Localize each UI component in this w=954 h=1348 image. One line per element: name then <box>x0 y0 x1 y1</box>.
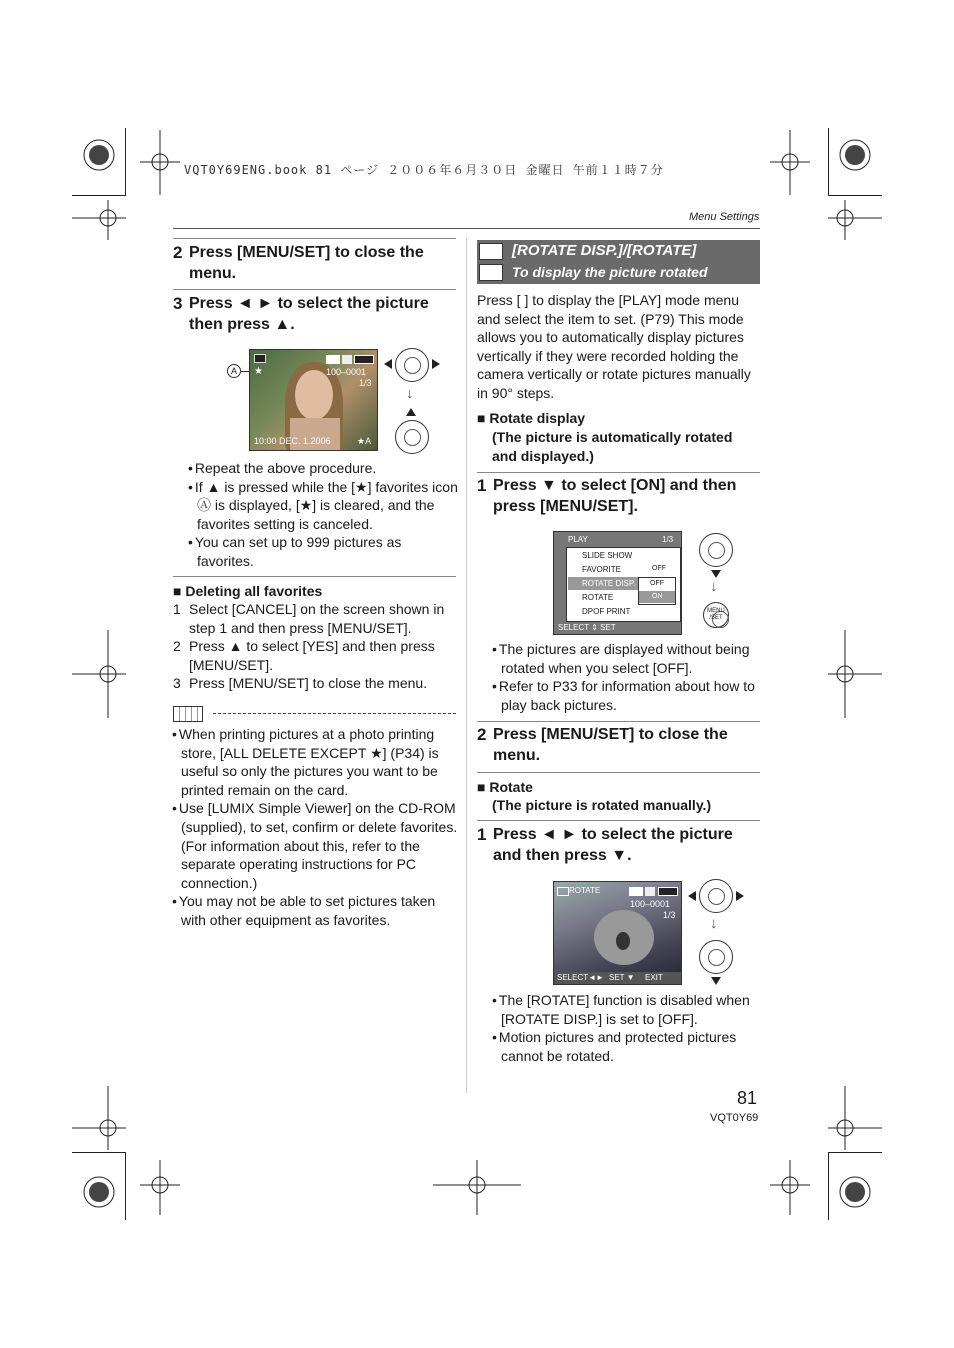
down-triangle-icon <box>711 570 721 578</box>
note-icon <box>173 706 203 722</box>
favorite-indicator: ★A <box>357 436 372 446</box>
favorites-bullets: • Repeat the above procedure. • If ▲ is pressed while the [★] favorites icon Ⓐ is displayed, [★] is cleared, and the favorites setting is canceled. • You can set up to 999 pictures as favorites. <box>187 459 459 571</box>
option-on[interactable]: ON <box>652 593 663 600</box>
frame-number-2: 1/3 <box>663 910 676 920</box>
favorite-value: OFF <box>652 565 666 572</box>
step-1-select-rotate: 1 Press ◄ ► to select the picture and then press ▼. <box>477 825 733 864</box>
footer-set: SET ▼ <box>609 973 635 982</box>
file-counter: 100–0001 <box>326 367 367 377</box>
left-arrow-icon-2 <box>688 891 696 901</box>
step-3-select-picture: 3 Press ◄ ► to select the picture then press ▲. <box>173 294 429 333</box>
rotate-sub: (The picture is rotated manually.) <box>492 797 712 813</box>
page-number: 81 <box>737 1088 758 1108</box>
notes-bullets: • When printing pictures at a photo printing store, [ALL DELETE EXCEPT ★] (P34) is useful so only the pictures you want to be printed remain on the card. • Use [LUMIX Simple Viewer] on the CD-ROM (supplied), to set, confirm or delete favorites. (For information about this, refer to the separate operating instructions for PC connection.) • You may not be able to set pictures taken with other equipment as favorites. <box>171 725 458 930</box>
down-triangle-icon-2 <box>711 977 721 985</box>
intro-text: Press [ ] to display the [PLAY] mode menu and select the item to set. (P79) This mode allows you to automatically display pictures vertically if they were recorded holding the camera vertically or rotate pictures manually in 90° steps. <box>477 292 751 401</box>
footer-exit: EXIT <box>645 973 663 982</box>
footer-select: SELECT◄► <box>557 973 604 982</box>
section-title-rotate: [ROTATE DISP.]/[ROTATE] <box>512 242 697 259</box>
battery-icon <box>354 355 374 364</box>
camera-screen-favorite <box>249 349 378 451</box>
menu-item-rotate-disp[interactable]: ROTATE DISP. <box>582 579 636 588</box>
menu-item-dpof-print[interactable]: DPOF PRINT <box>582 607 631 616</box>
rotate-heading: ■ Rotate <box>477 779 533 795</box>
menu-item-favorite[interactable]: FAVORITE <box>582 565 621 574</box>
rotate-display-bullets: • The pictures are displayed without being rotated when you select [OFF]. • Refer to P33 for information about how to play back pictures. <box>491 640 759 714</box>
cursor-button-icon <box>395 348 429 382</box>
rotate-display-sub: (The picture is automatically rotated and displayed.) <box>492 429 733 464</box>
play-menu-screen <box>553 531 682 635</box>
quality-icon <box>326 355 340 364</box>
cursor-button-icon-3 <box>699 533 733 567</box>
down-arrow-icon: ↓ <box>406 385 414 402</box>
rotate-label: ROTATE <box>569 886 601 895</box>
file-counter-2: 100–0001 <box>630 899 671 909</box>
cursor-button-icon-4 <box>699 879 733 913</box>
up-arrow-icon <box>406 408 416 416</box>
callout-a: A <box>227 364 241 378</box>
right-arrow-icon <box>432 359 440 369</box>
doc-code: VQT0Y69 <box>710 1112 759 1124</box>
rotate-disp-icon <box>479 243 503 260</box>
cursor-button-icon-2 <box>395 420 429 454</box>
rotate-screen <box>553 881 682 985</box>
menu-item-slide-show[interactable]: SLIDE SHOW <box>582 551 633 560</box>
rotate-bullets: • The [ROTATE] function is disabled when [ROTATE DISP.] is set to [OFF]. • Motion pictures and protected pictures cannot be rotated. <box>491 991 759 1065</box>
star-icon: ★ <box>254 366 263 377</box>
step-2-close-menu: 2 Press [MENU/SET] to close the menu. <box>173 243 424 282</box>
cursor-button-icon-5 <box>699 940 733 974</box>
file-header-line: VQT0Y69ENG.book 81 ページ ２００６年６月３０日 金曜日 午前１１時７分 <box>184 163 664 177</box>
date-stamp: 10:00 DEC. 1.2006 <box>254 436 331 446</box>
left-arrow-icon <box>384 359 392 369</box>
section-subtitle: To display the picture rotated <box>512 264 708 280</box>
step-1-select-on: 1 Press ▼ to select [ON] and then press [MENU/SET]. <box>477 476 737 515</box>
option-off[interactable]: OFF <box>650 580 664 587</box>
play-mode-icon <box>254 354 266 363</box>
menu-set-label: MENU /SET <box>707 608 725 621</box>
menu-item-rotate[interactable]: ROTATE <box>582 593 614 602</box>
menu-title: PLAY <box>568 535 588 544</box>
section-title: Menu Settings <box>689 211 760 223</box>
rotate-icon <box>479 264 503 281</box>
step-2-close-menu-right: 2 Press [MENU/SET] to close the menu. <box>477 725 728 764</box>
battery-icon-2 <box>658 887 678 896</box>
menu-footer: SELECT ⇕ SET <box>558 623 616 632</box>
deleting-heading: ■ Deleting all favorites <box>173 583 323 599</box>
deleting-list: 1 Select [CANCEL] on the screen shown in step 1 and then press [MENU/SET]. 2 Press ▲ to select [YES] and then press [MENU/SET]. 3 Press [MENU/SET] to close the menu. <box>173 601 445 692</box>
menu-page: 1/3 <box>662 535 674 544</box>
right-arrow-icon-2 <box>736 891 744 901</box>
rotate-display-heading: ■ Rotate display <box>477 410 586 426</box>
frame-number: 1/3 <box>359 378 372 388</box>
